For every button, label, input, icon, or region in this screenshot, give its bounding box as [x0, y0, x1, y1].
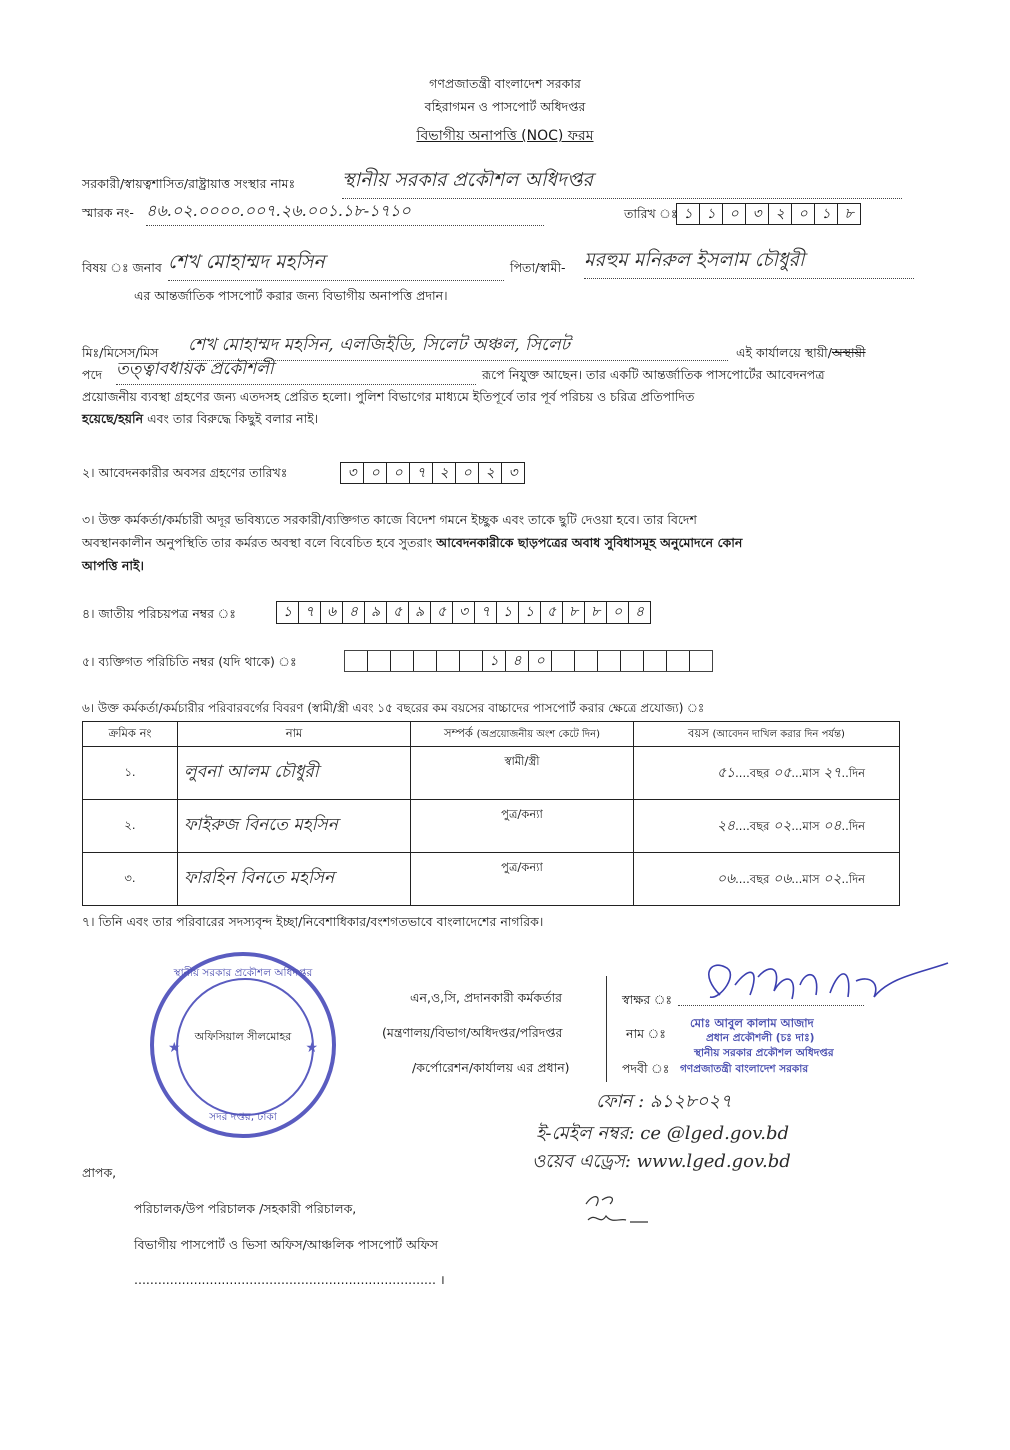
contact-phone: ফোন : ৯১২৮০২৭: [596, 1091, 732, 1112]
header-department: বহিরাগমন ও পাসপোর্ট অধিদপ্তর: [424, 99, 586, 114]
nid-digit: ৯: [409, 602, 431, 623]
stamp-title: প্রধান প্রকৌশলী (চঃ দাঃ): [706, 1032, 815, 1044]
col-serial: ক্রমিক নং: [83, 722, 178, 747]
family-serial: ১.: [83, 747, 178, 800]
nid-digit: ৪: [634, 604, 645, 620]
col-age: বয়স (আবেদন দাখিল করার দিন পর্যন্ত): [634, 722, 900, 747]
nid-digit: ৪: [343, 602, 365, 623]
pid-digit: ৪: [506, 651, 529, 671]
father-label: পিতা/স্বামী-: [510, 260, 566, 275]
contact-email: ই-মেইল নম্বর: ce @lged.gov.bd: [536, 1123, 790, 1144]
nid-digit: ৮: [585, 602, 607, 623]
org-label: সরকারী/স্বায়ত্বশাসিত/রাষ্ট্রায়াত্ত সংস্থার নামঃ: [82, 176, 296, 191]
approval-left-1: এন,ও,সি, প্রদানকারী কর্মকর্তার: [410, 990, 562, 1005]
memo-date-digit: ৩: [746, 204, 769, 224]
memo-date-digit: ৮: [844, 206, 854, 222]
retirement-date-digit: ২: [433, 463, 456, 483]
nid-digit: ৫: [387, 602, 409, 623]
col-relation: সম্পর্ক (অপ্রয়োজনীয় অংশ কেটে দিন): [411, 722, 634, 747]
pid-digit: [621, 651, 644, 671]
pid-digit: [414, 651, 437, 671]
para1-line4: হয়েছে/হয়নি এবং তার বিরুদ্ধে কিছুই বলার নাই।: [82, 411, 319, 426]
pid-digit: ০: [529, 651, 552, 671]
nid-digit: ১: [497, 602, 519, 623]
form-title: বিভাগীয় অনাপত্তি (NOC) ফরম: [416, 128, 594, 144]
item3-line3: আপত্তি নাই।: [82, 558, 144, 573]
pid-digit: ১: [483, 651, 506, 671]
subject-name: শেখ মোহাম্মদ মহসিন: [168, 248, 504, 281]
pid-boxes: [344, 650, 713, 675]
retirement-date-digit: ৩: [508, 465, 518, 481]
nid-digit: ৬: [321, 602, 343, 623]
pid-digit: [460, 651, 483, 671]
memo-value: ৪৬.০২.০০০০.০০৭.২৬.০০১.১৮-১৭১০: [146, 198, 544, 226]
father-name: মরহুম মনিরুল ইসলাম চৌধুরী: [584, 246, 914, 279]
pid-digit: [644, 651, 667, 671]
contact-web: ওয়েব এড্রেস: www.lged.gov.bd: [532, 1151, 791, 1172]
position-prefix: পদে: [82, 367, 103, 382]
seal-org-text: স্থানীয় সরকার প্রকৌশল অধিদপ্তর: [173, 967, 313, 979]
retirement-date-boxes: [340, 462, 525, 484]
seal-star-icon: ★: [305, 1040, 318, 1056]
family-table: [82, 721, 900, 906]
family-relation: পুত্র/কন্যা: [411, 800, 634, 853]
pid-digit: [667, 651, 690, 671]
official-seal: [150, 952, 336, 1138]
family-relation: পুত্র/কন্যা: [411, 853, 634, 906]
para1-prefix: মিঃ/মিসেস/মিস: [82, 345, 159, 360]
approval-left-2: (মন্ত্রণালয়/বিভাগ/অধিদপ্তর/পরিদপ্তর: [382, 1025, 563, 1040]
memo-date-digit: ১: [700, 204, 723, 224]
subject-line2: এর আন্তর্জাতিক পাসপোর্ট করার জন্য বিভাগীয় অনাপত্তি প্রদান।: [134, 288, 448, 303]
nid-digit: ৭: [475, 602, 497, 623]
recipient-label: প্রাপক,: [82, 1165, 117, 1180]
retirement-date-digit: ০: [387, 463, 410, 483]
seal-bottom-text: সদর দপ্তর, ঢাকা: [209, 1111, 277, 1123]
stamp-name: মোঃ আবুল কালাম আজাদ: [690, 1016, 814, 1030]
pid-digit: [575, 651, 598, 671]
pid-digit: [345, 651, 368, 671]
pid-label: ৫। ব্যক্তিগত পরিচিতি নম্বর (যদি থাকে) ঃ: [82, 654, 297, 669]
citizenship-line: ৭। তিনি এবং তার পরিবারের সদস্যবৃন্দ ইচ্ছা/নিবেশাধিকার/বংশগতভাবে বাংলাদেশের নাগরিক।: [82, 914, 544, 929]
memo-date-digit: ১: [815, 204, 838, 224]
retirement-date-digit: ০: [456, 463, 479, 483]
seal-label: অফিসিয়াল সীলমোহর: [194, 1030, 292, 1043]
family-serial: ৩.: [83, 853, 178, 906]
pid-digit: [598, 651, 621, 671]
memo-label: স্মারক নং-: [82, 205, 134, 220]
stamp-govt: গণপ্রজাতন্ত্রী বাংলাদেশ সরকার: [680, 1063, 809, 1075]
family-row: [83, 853, 900, 906]
designation-label: পদবী ঃ: [622, 1061, 670, 1076]
retirement-date-digit: ৭: [410, 463, 433, 483]
org-value: স্থানীয় সরকার প্রকৌশল অধিদপ্তর: [342, 166, 902, 199]
signature: [680, 955, 950, 1017]
item3-line2: অবস্থানকালীন অনুপস্থিতি তার কর্মরত অবস্থা বলে বিবেচিত হবে সুতরাং আবেদনকারীকে ছাড়পত্রের অবাধ সুবিধাসমূহ অনুমোদনে কোন: [82, 535, 743, 550]
item3-line1: ৩। উক্ত কর্মকর্তা/কর্মচারী অদূর ভবিষ্যতে সরকারী/ব্যক্তিগত কাজে বিদেশ গমনে ইচ্ছুক এবং তাকে ছুটি দেওয়া হবে। তার বিদেশ: [82, 512, 697, 527]
sign-label: স্বাক্ষর ঃ: [622, 992, 673, 1007]
retirement-date-digit: ২: [479, 463, 502, 483]
nid-boxes: [276, 601, 651, 624]
family-age: ২৪....বছর ০২...মাস ০৪..দিন: [634, 800, 900, 853]
retirement-date-digit: ৩: [341, 463, 364, 483]
family-relation: স্বামী/স্ত্রী: [411, 747, 634, 800]
pid-digit: [368, 651, 391, 671]
memo-date-digit: ০: [792, 204, 815, 224]
employee-office-value: শেখ মোহাম্মদ মহসিন, এলজিইডি, সিলেট অঞ্চল, সিলেট: [188, 332, 728, 361]
family-member-name: লুবনা আলম চৌধুরী: [178, 747, 411, 800]
pid-digit: [690, 651, 712, 671]
memo-date-digit: ০: [723, 204, 746, 224]
pid-digit: [552, 651, 575, 671]
para1-line3: প্রয়োজনীয় ব্যবস্থা গ্রহণের জন্য এতদসহ প্রেরিত হলো। পুলিশ বিভাগের মাধ্যমে ইতিপূর্বে তার পূর্ব পরিচয় ও চরিত্র প্রতিপাদিত: [82, 389, 695, 404]
nid-digit: ৭: [299, 602, 321, 623]
nid-digit: ৯: [365, 602, 387, 623]
nid-digit: ১: [519, 602, 541, 623]
family-member-name: ফারহিন বিনতে মহসিন: [178, 853, 411, 906]
name-label: নাম ঃ: [626, 1026, 666, 1041]
recipient-line1: পরিচালক/উপ পরিচালক /সহকারী পরিচালক,: [134, 1201, 357, 1216]
date-boxes: [676, 203, 861, 225]
para1-suffix: এই কার্যালয়ে স্থায়ী/অস্থায়ী: [736, 345, 866, 360]
approval-divider: [606, 976, 607, 1082]
nid-digit: ০: [607, 602, 629, 623]
nid-digit: ৩: [453, 602, 475, 623]
initial-signature: [576, 1190, 656, 1234]
family-label: ৬। উক্ত কর্মকর্তা/কর্মচারীর পরিবারবর্গের বিবরণ (স্বামী/স্ত্রী এবং ১৫ বছরের কম বয়সের বাচ্চাদের পাসপোর্ট করার ক্ষেত্রে প্রযোজ্য) ঃ: [82, 701, 705, 715]
pid-digit: [391, 651, 414, 671]
seal-star-icon: ★: [168, 1040, 181, 1056]
memo-date-digit: ২: [769, 204, 792, 224]
family-age: ৫১....বছর ০৫...মাস ২৭..দিন: [634, 747, 900, 800]
header-government: গণপ্রজাতন্ত্রী বাংলাদেশ সরকার: [429, 76, 581, 91]
family-row: [83, 747, 900, 800]
nid-digit: ৫: [541, 602, 563, 623]
nid-digit: ১: [277, 602, 299, 623]
pid-digit: [437, 651, 460, 671]
retirement-date-digit: ০: [364, 463, 387, 483]
nid-digit: ৮: [563, 602, 585, 623]
subject-label: বিষয় ঃ জনাব: [82, 260, 162, 275]
family-row: [83, 800, 900, 853]
approval-left-3: /কর্পোরেশন/কার্যালয় এর প্রধান): [412, 1060, 570, 1075]
position-suffix: রূপে নিযুক্ত আছেন। তার একটি আন্তর্জাতিক পাসপোর্টের আবেদনপত্র: [482, 367, 825, 382]
nid-digit: ৫: [431, 602, 453, 623]
col-name: নাম: [178, 722, 411, 747]
recipient-line3: ............................................................................ ।: [134, 1272, 445, 1287]
position-value: তত্ত্বাবধায়ক প্রকৌশলী: [116, 356, 476, 385]
family-serial: ২.: [83, 800, 178, 853]
date-label: তারিখ ঃ: [624, 206, 678, 221]
family-age: ০৬....বছর ০৬...মাস ০২..দিন: [634, 853, 900, 906]
memo-date-digit: ১: [677, 204, 700, 224]
family-member-name: ফাইরুজ বিনতে মহসিন: [178, 800, 411, 853]
retirement-label: ২। আবেদনকারীর অবসর গ্রহণের তারিখঃ: [82, 465, 288, 480]
stamp-org: স্থানীয় সরকার প্রকৌশল অধিদপ্তর: [694, 1047, 834, 1059]
recipient-line2: বিভাগীয় পাসপোর্ট ও ভিসা অফিস/আঞ্চলিক পাসপোর্ট অফিস: [134, 1237, 438, 1252]
nid-label: ৪। জাতীয় পরিচয়পত্র নম্বর ঃ: [82, 606, 236, 621]
